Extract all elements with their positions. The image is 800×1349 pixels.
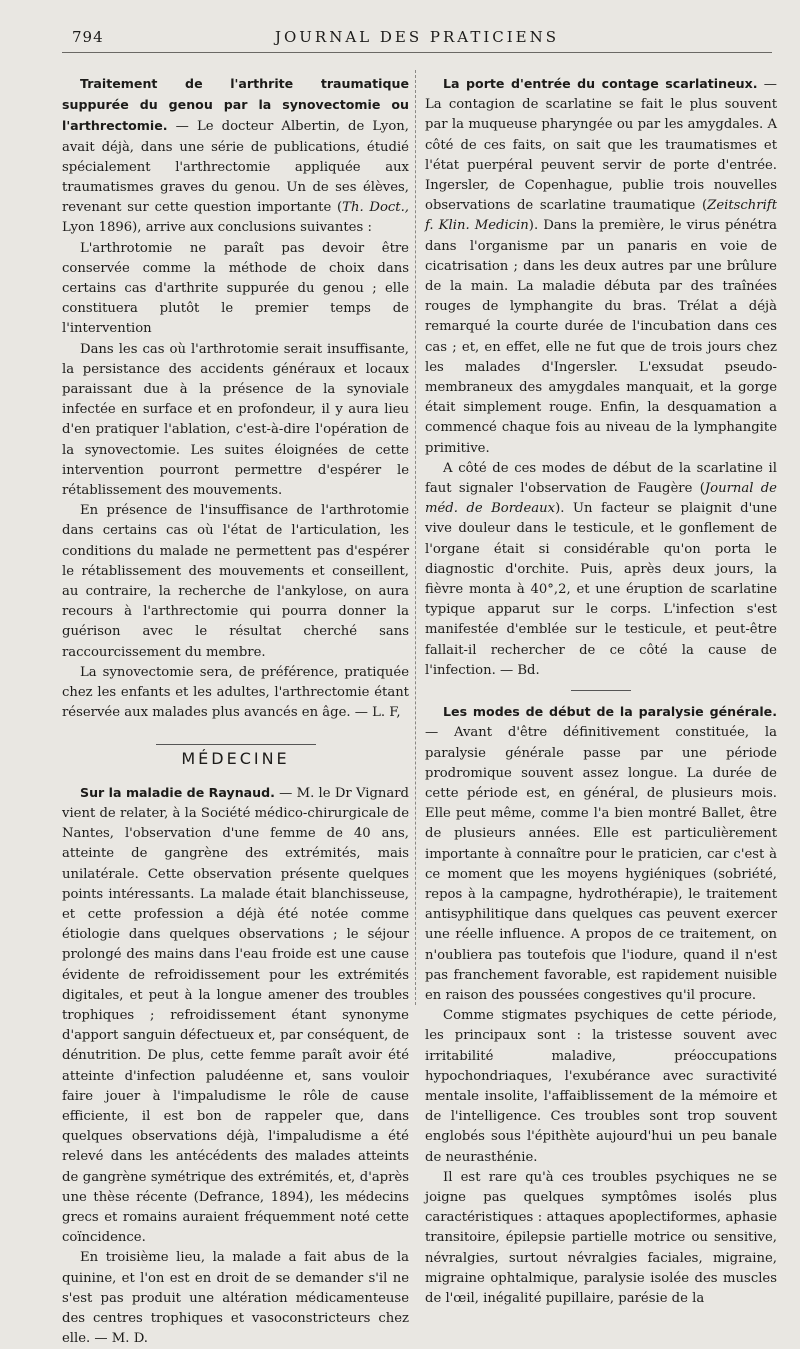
article-paralysie-title: Les modes de début de la paralysie générale. bbox=[443, 704, 777, 720]
article-paralysie-p1: Les modes de début de la paralysie générale. — Avant d'être définitivement constituée, la paralysie générale passe par une période prodromique souvent assez longue. La durée de cette période est, en général, de plusieurs mois. Elle peut même, comme l'a bien montré Ballet, être de plusieurs années. Elle est particulièrement importante à connaître pour le praticien, car c'est à ce moment que les moyens hygiéniques (sobriété, repos à la campagne, hydrothérapie), le traitement antisyphilitique dans quelques cas peuvent exercer une réelle influence. A propos de ce traitement, on n'oubliera pas toutefois que l'iodure, quand il n'est pas franchement favorable, est rapidement nuisible en raison des poussées congestives qu'il procure. bbox=[425, 704, 777, 1003]
article-raynaud-p2: En troisième lieu, la malade a fait abus de la quinine, et l'on est en droit de se demander s'il ne s'est pas produit une altération médicamenteuse des centres trophiques et vasoconstricteurs chez elle. — M. D. bbox=[62, 1250, 409, 1347]
article-scarlatine-p1: La porte d'entrée du contage scarlatineux. — La contagion de scarlatine se fait le plus souvent par la muqueuse pharyngée ou par les amygdales. A côté de ces faits, on sait que les traumatismes et l'état puerpéral peuvent servir de porte d'entrée. Ingersler, de Copenhague, publie trois nouvelles observations de scarlatine traumatique (Zeitschrift f. Klin. Medicin). Dans la première, le virus pénétra dans l'organisme par un panaris en voie de cicatrisation ; dans les deux autres par une brûlure de la main. La maladie débuta par des traînées rouges de lymphangite du bras. Trélat a déjà remarqué la courte durée de l'incubation dans ces cas ; et, en effet, elle ne fut que de trois jours chez les malades d'Ingersler. L'exsudat pseudo-membraneux des amygdales manquait, et la gorge était simplement rouge. Enfin, la desquamation a commencé chaque fois au niveau de la lymphangite primitive. bbox=[425, 76, 777, 456]
header-rule bbox=[62, 52, 772, 53]
article-scarlatine-title: La porte d'entrée du contage scarlatineux. bbox=[443, 76, 758, 91]
right-column bbox=[425, 74, 777, 1309]
section-heading-medecine: MÉDECINE bbox=[156, 744, 316, 769]
page-header bbox=[62, 28, 772, 48]
article-paralysie-p2: Comme stigmates psychiques de cette période, les principaux sont : la tristesse souvent avec irritabilité maladive, préoccupations hypochondriaques, l'exubérance avec suractivité mentale insolite, l'affaiblissement de la mémoire et de l'intelligence. Ces troubles sont trop souvent englobés sous l'épithète aujourd'hui un peu banale de neurasthénie. bbox=[425, 1008, 777, 1165]
article-arthrite-p4: En présence de l'insuffisance de l'arthrotomie dans certains cas où l'état de l'articulation, les conditions du malade ne permettent pas d'espérer le rétablissement des mouvements et conseillent, au contraire, la recherche de l'ankylose, on aura recours à l'arthrectomie qui pourra donner la guérison avec le résultat cherché sans raccourcissement du membre. bbox=[62, 503, 409, 660]
page-number: 794 bbox=[72, 28, 104, 46]
article-arthrite-p3: Dans les cas où l'arthrotomie serait insuffisante, la persistance des accidents généraux et locaux paraissant due à la présence de la synoviale infectée en surface et en profondeur, il y aura lieu d'en pratiquer l'ablation, c'est-à-dire l'opération de la synovectomie. Les suites éloignées de cette intervention pourront permettre d'espérer le rétablissement des mouvements. bbox=[62, 341, 409, 499]
article-paralysie-p3: Il est rare qu'à ces troubles psychiques ne se joigne pas quelques symptômes isolés plus caractéristiques : attaques apoplectiformes, aphasie transitoire, épilepsie partielle motrice ou sensitive, névralgies, surtout névralgies faciales, migraine, migraine ophtalmique, paralysie isolée des muscles de l'œil, inégalité pupillaire, parésie de la bbox=[425, 1169, 777, 1306]
article-arthrite-title: Traitement de l'arthrite traumatique suppurée du genou par la synovectomie ou l'arthrectomie. bbox=[62, 76, 409, 134]
article-arthrite-p5: La synovectomie sera, de préférence, pratiquée chez les enfants et les adultes, l'arthrectomie étant réservée aux malades plus avancés en âge. — L. F, bbox=[62, 664, 409, 721]
left-column bbox=[62, 74, 409, 1349]
article-arthrite-p1: Traitement de l'arthrite traumatique suppurée du genou par la synovectomie ou l'arthrectomie. — Le docteur Albertin, de Lyon, avait déjà, dans une série de publications, étudié spécialement l'arthrectomie appliquée aux traumatismes graves du genou. Un de ses élèves, revenant sur cette question importante (Th. Doct., Lyon 1896), arrive aux conclusions suivantes : bbox=[62, 76, 409, 236]
column-divider bbox=[415, 70, 416, 1005]
article-separator bbox=[571, 690, 631, 691]
article-arthrite-p2: L'arthrotomie ne paraît pas devoir être conservée comme la méthode de choix dans certains cas d'arthrite suppurée du genou ; elle constituera plutôt le premier temps de l'intervention bbox=[62, 240, 409, 337]
article-raynaud-p1: Sur la maladie de Raynaud. — M. le Dr Vignard vient de relater, à la Société médico-chirurgicale de Nantes, l'observation d'une femme de 40 ans, atteinte de gangrène des extrémités, mais unilatérale. Cette observation présente quelques points intéressants. La malade était blanchisseuse, et cette profession a déjà été notée comme étiologie dans quelques observations ; le séjour prolongé des mains dans l'eau froide est une cause évidente de refroidissement pour les extrémités digitales, et peut à la longue amener des troubles trophiques ; refroidissement étant synonyme d'apport sanguin défectueux et, par conséquent, de dénutrition. De plus, cette femme paraît avoir été atteinte d'infection paludéenne et, sans vouloir faire jouer à l'impaludisme le rôle de cause efficiente, il est bon de rappeler que, dans quelques observations déjà, l'impaludisme a été relevé dans les antécédents des malades atteints de gangrène symétrique des extrémités, et, d'après une thèse récente (Defrance, 1894), les médecins grecs et romains auraient fréquemment noté cette coïncidence. bbox=[62, 784, 410, 1246]
article-raynaud-title: Sur la maladie de Raynaud. bbox=[80, 784, 275, 800]
journal-title: JOURNAL DES PRATICIENS bbox=[274, 28, 560, 46]
article-scarlatine-p2: A côté de ces modes de début de la scarlatine il faut signaler l'observation de Faugère (Journal de méd. de Bordeaux). Un facteur se plaignit d'une vive douleur dans le testicule, et le gonflement de l'organe était si considérable qu'on porta le diagnostic d'orchite. Puis, après deux jours, la fièvre monta à 40°,2, et une éruption de scarlatine typique apparut sur le corps. L'infection s'est manifestée d'emblée sur le testicule, et peut-être fallait-il rechercher de ce côté la cause de l'infection. — Bd. bbox=[425, 460, 777, 678]
